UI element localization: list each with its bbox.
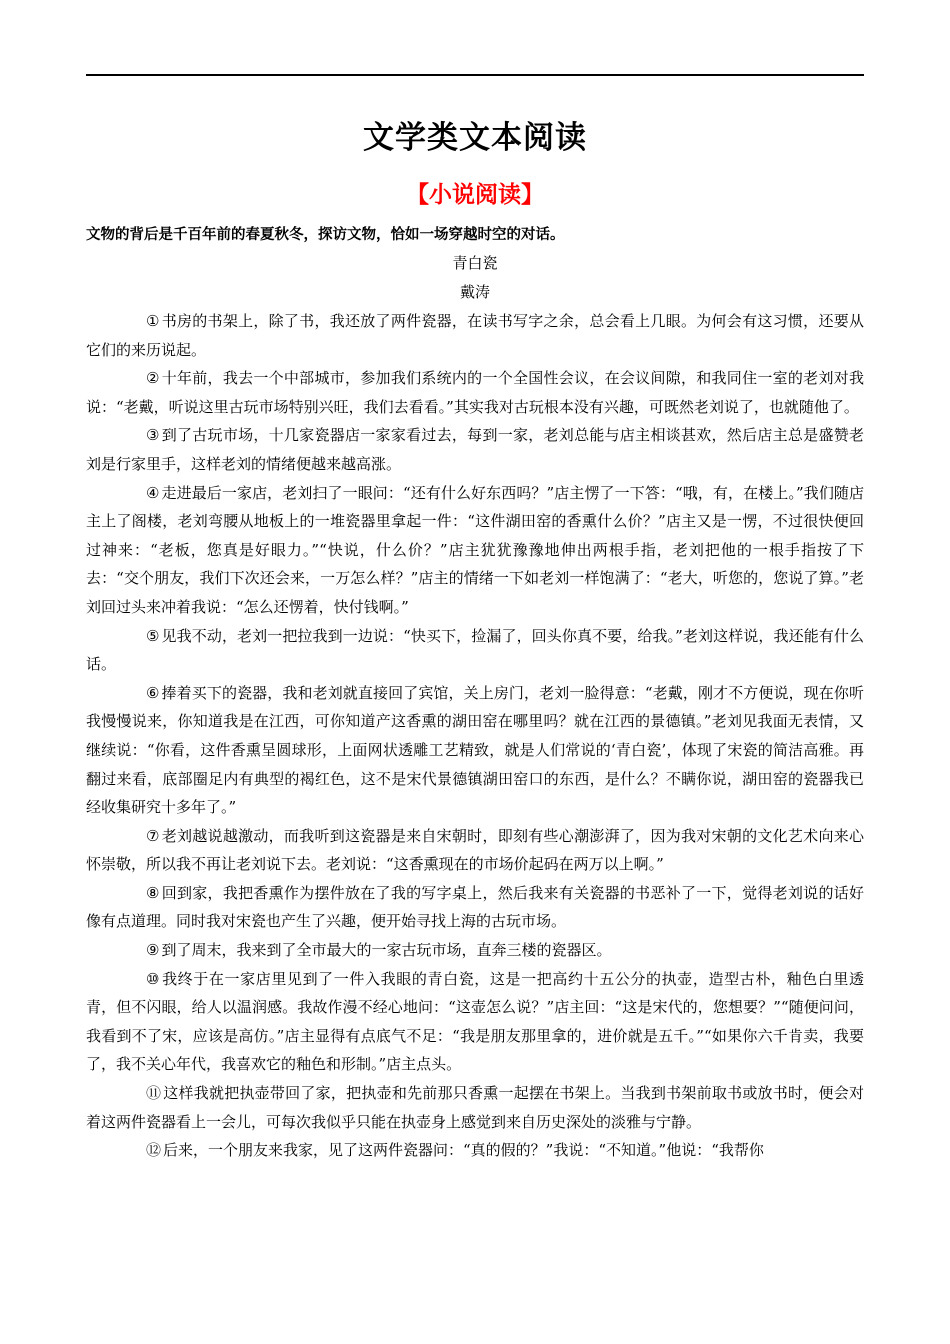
- paragraph-text: 走进最后一家店，老刘扫了一眼问：“还有什么好东西吗？”店主愣了一下答：“哦，有，在楼上。”我们随店主上了阁楼，老刘弯腰从地板上的一堆瓷器里拿起一件：“这件湖田窑的香熏什么价？”店主又是一愣，不过很快便回过神来：“老板，您真是好眼力。”“快说，什么价？”店主犹犹豫豫地伸出两根手指，老刘把他的一根手指按了下去：“交个朋友，我们下次还会来，一万怎么样？”店主的情绪一下如老刘一样饱满了：“老大，听您的，您说了算。”老刘回过头来冲着我说：“怎么还愣着，快付钱啊。”: [86, 483, 864, 616]
- paragraph-text: 见我不动，老刘一把拉我到一边说：“快买下，捡漏了，回头你真不要，给我。”老刘这样说，我还能有什么话。: [86, 626, 864, 674]
- paragraph-text: 捧着买下的瓷器，我和老刘就直接回了宾馆，关上房门，老刘一脸得意：“老戴，刚才不方便说，现在你听我慢慢说来，你知道我是在江西，可你知道产这香熏的湖田窑在哪里吗？就在江西的景德镇。”老刘见我面无表情，又继续说：“你看，这件香熏呈圆球形，上面网状透雕工艺精致，就是人们常说的‘青白瓷’，体现了宋瓷的简洁高雅。再翻过来看，底部圈足内有典型的褐红色，这不是宋代景德镇湖田窑口的东西，是什么？不瞒你说，湖田窑的瓷器我已经收集研究十多年了。”: [86, 683, 864, 817]
- story-paragraph: [86, 679, 864, 822]
- story-paragraph: [86, 364, 864, 421]
- story-paragraph: [86, 936, 864, 965]
- section-heading: 【小说阅读】: [406, 182, 544, 208]
- paragraph-text: 这样我就把执壶带回了家，把执壶和先前那只香熏一起摆在书架上。当我到书架前取书或放书时，便会对着这两件瓷器看上一会儿，可每次我似乎只能在执壶身上感觉到来自历史深处的淡雅与宁静。: [86, 1084, 864, 1131]
- story-paragraph: [86, 1136, 864, 1165]
- story-title: 青白瓷: [452, 254, 498, 272]
- paragraph-number: ⑥: [146, 683, 160, 702]
- paragraph-number: ⑪: [146, 1084, 162, 1103]
- header-rule: [86, 74, 864, 76]
- story-paragraph: [86, 879, 864, 936]
- paragraph-text: 后来，一个朋友来我家，见了这两件瓷器问：“真的假的？”我说：“不知道。”他说：“我帮你: [163, 1141, 764, 1160]
- paragraph-text: 十年前，我去一个中部城市，参加我们系统内的一个全国性会议，在会议间隙，和我同住一室的老刘对我说：“老戴，听说这里古玩市场特别兴旺，我们去看看。”其实我对古玩根本没有兴趣，可既然老刘说了，也就随他了。: [86, 369, 864, 416]
- paragraph-number: ④: [146, 483, 160, 502]
- paragraph-number: ⑩: [146, 969, 160, 988]
- paragraph-number: ⑨: [146, 941, 160, 960]
- paragraph-number: ②: [146, 369, 160, 388]
- story-paragraph: [86, 965, 864, 1079]
- paragraph-text: 老刘越说越激动，而我听到这瓷器是来自宋朝时，即刻有些心潮澎湃了，因为我对宋朝的文化艺术向来心怀崇敬，所以我不再让老刘说下去。老刘说：“这香熏现在的市场价起码在两万以上啊。”: [86, 826, 864, 874]
- story-paragraph: [86, 622, 864, 679]
- story-paragraph: [86, 421, 864, 478]
- story-paragraph: [86, 479, 864, 622]
- paragraph-number: ⑫: [146, 1141, 162, 1160]
- paragraph-text: 我终于在一家店里见到了一件入我眼的青白瓷，这是一把高约十五公分的执壶，造型古朴，釉色白里透青，但不闪眼，给人以温润感。我故作漫不经心地问：“这壶怎么说？”店主回：“这是宋代的，您想要？”“随便问问，我看到不了宋，应该是高仿。”店主显得有点底气不足：“我是朋友那里拿的，进价就是五千。”“如果你六千肯卖，我要了，我不关心年代，我喜欢它的釉色和形制。”店主点头。: [86, 969, 864, 1074]
- story-author: 戴涛: [459, 283, 490, 301]
- story-body: [86, 307, 864, 1165]
- paragraph-text: 到了周末，我来到了全市最大的一家古玩市场，直奔三楼的瓷器区。: [161, 941, 612, 960]
- paragraph-number: ③: [146, 426, 160, 445]
- paragraph-number: ①: [146, 312, 160, 330]
- paragraph-text: 回到家，我把香熏作为摆件放在了我的写字桌上，然后我来有关瓷器的书恶补了一下，觉得老刘说的话好像有点道理。同时我对宋瓷也产生了兴趣，便开始寻找上海的古玩市场。: [86, 883, 864, 931]
- page-title: 文学类文本阅读: [363, 120, 587, 156]
- story-paragraph: [86, 822, 864, 879]
- story-paragraph: [86, 1079, 864, 1136]
- paragraph-text: 书房的书架上，除了书，我还放了两件瓷器，在读书写字之余，总会看上几眼。为何会有这习惯，还要从它们的来历说起。: [86, 312, 864, 359]
- paragraph-text: 到了古玩市场，十几家瓷器店一家家看过去，每到一家，老刘总能与店主相谈甚欢，然后店主总是盛赞老刘是行家里手，这样老刘的情绪便越来越高涨。: [86, 426, 864, 473]
- paragraph-number: ⑦: [146, 826, 160, 845]
- paragraph-number: ⑧: [146, 883, 160, 902]
- intro-text: 文物的背后是千百年前的春夏秋冬，探访文物，恰如一场穿越时空的对话。: [86, 227, 565, 243]
- story-paragraph: [86, 307, 864, 364]
- paragraph-number: ⑤: [146, 626, 160, 645]
